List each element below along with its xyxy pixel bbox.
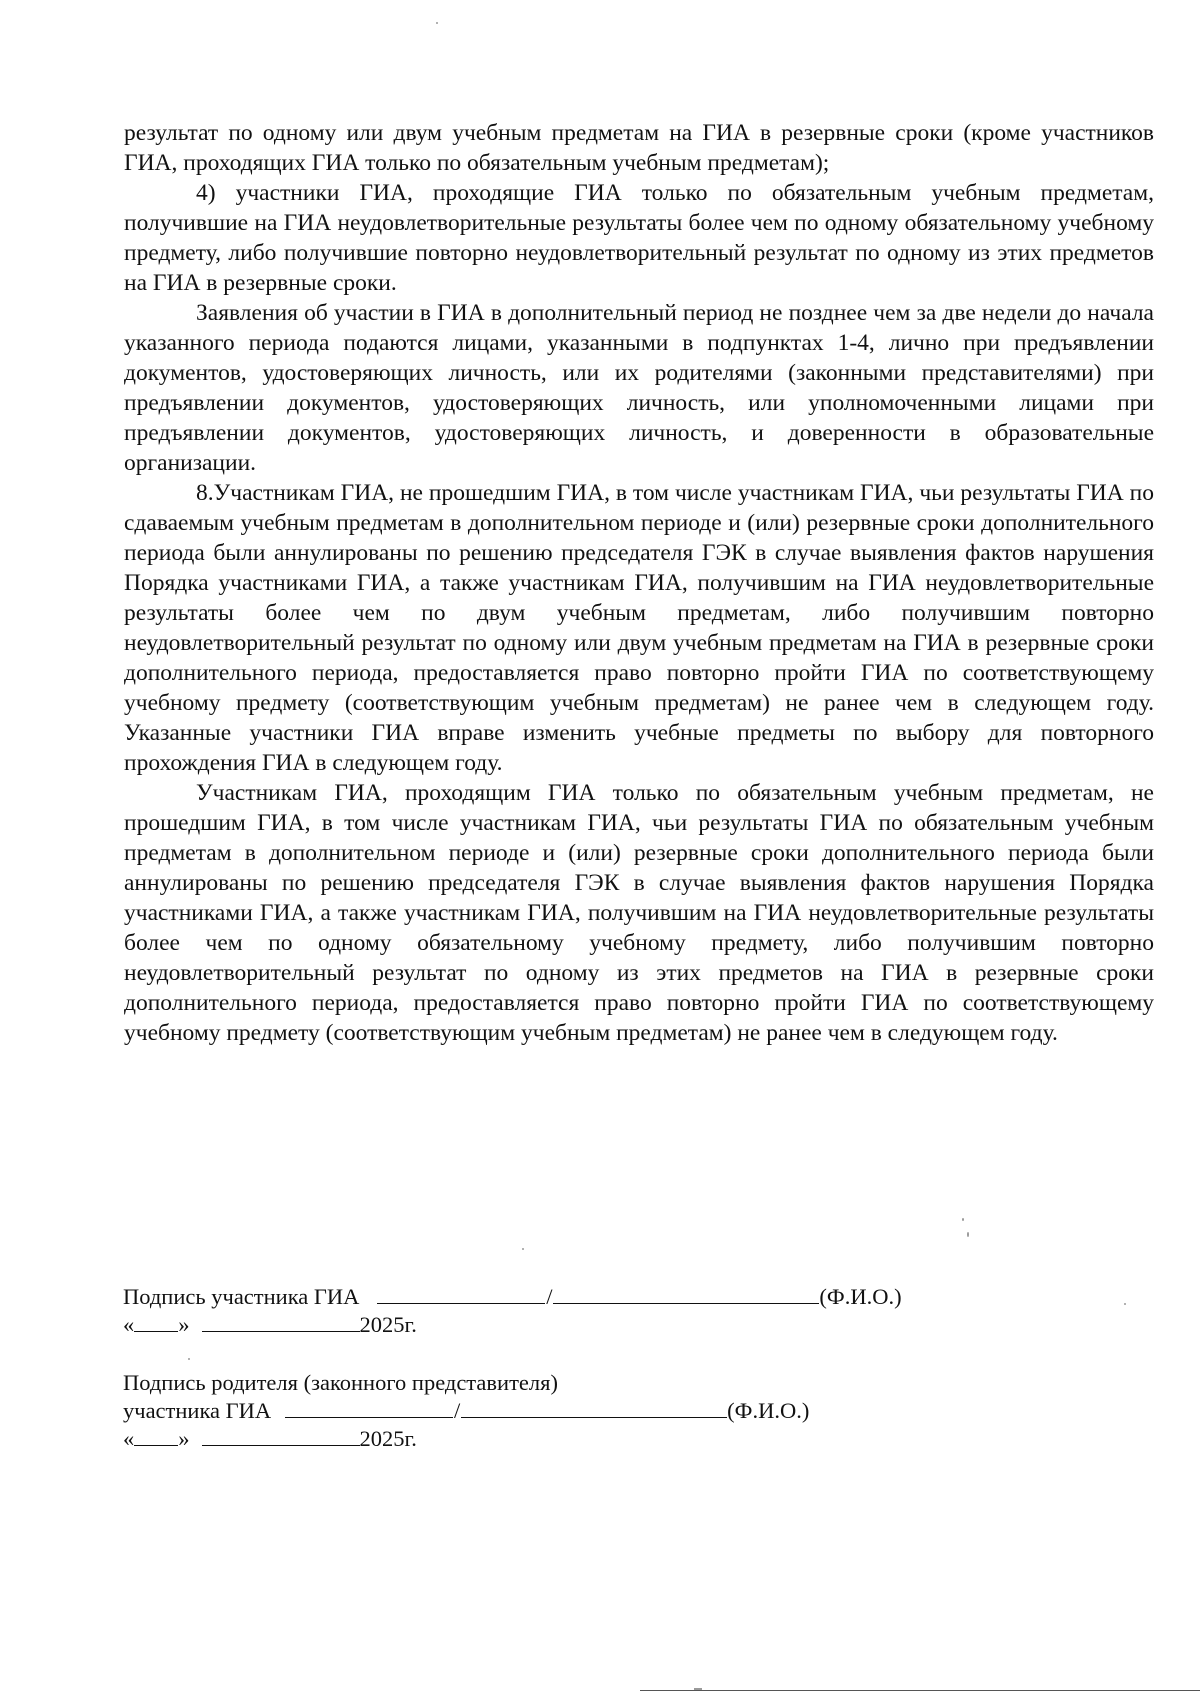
participant-date-open-quote: « xyxy=(123,1312,135,1337)
scan-speck xyxy=(522,1248,524,1250)
paragraph-item-4: 4) участники ГИА, проходящие ГИА только по обязательным учебным предметам, получившие на ГИА неудовлетворительные результаты более чем по одному обязательному учебному предмету, либо получившие повторно неудовлетворительный результат по одному из этих предметов на ГИА в резервные сроки. xyxy=(124,180,1154,296)
parent-fio-label: (Ф.И.О.) xyxy=(727,1398,810,1423)
parent-name-line[interactable] xyxy=(461,1397,727,1418)
scan-speck xyxy=(436,22,438,24)
parent-date-open-quote: « xyxy=(123,1426,135,1451)
parent-date-close-quote: » xyxy=(178,1426,190,1451)
participant-signature-line[interactable] xyxy=(377,1283,545,1304)
parent-signature-line[interactable] xyxy=(285,1397,453,1418)
scan-speck xyxy=(188,1358,190,1360)
participant-month-line[interactable] xyxy=(202,1311,360,1332)
parent-day-line[interactable] xyxy=(134,1425,178,1446)
paragraph-continuation: результат по одному или двум учебным предметам на ГИА в резервные сроки (кроме участников ГИА, проходящих ГИА только по обязательным учебным предметам); xyxy=(124,120,1154,176)
parent-year: 2025г. xyxy=(359,1426,417,1451)
scan-speck xyxy=(1124,1303,1126,1305)
paragraph-item-8: 8.Участникам ГИА, не прошедшим ГИА, в том числе участникам ГИА, чьи результаты ГИА по сдаваемым учебным предметам в дополнительном периоде и (или) резервные сроки дополнительного периода были аннулированы по решению председателя ГЭК в случае выявления фактов нарушения Порядка участниками ГИА, а также участникам ГИА, получившим на ГИА неудовлетворительные результаты более чем по двум учебным предметам, либо получившим повторно неудовлетворительный результат по одному или двум учебным предметам на ГИА в резервные сроки дополнительного периода, предоставляется право повторно пройти ГИА по соответствующему учебному предмету (соответствующим учебным предметам) не ранее чем в следующем году. Указанные участники ГИА вправе изменить учебные предметы по выбору для повторного прохождения ГИА в следующем году. xyxy=(124,480,1154,776)
participant-signature-block xyxy=(123,1283,902,1339)
participant-year: 2025г. xyxy=(359,1312,417,1337)
participant-signature-row xyxy=(123,1283,902,1311)
participant-name-line[interactable] xyxy=(553,1283,819,1304)
page-bottom-edge xyxy=(640,1690,1200,1691)
parent-signature-block xyxy=(123,1369,809,1453)
participant-date-row xyxy=(123,1311,902,1339)
parent-signature-label: Подпись родителя (законного представителя) xyxy=(123,1370,558,1395)
participant-signature-label: Подпись участника ГИА xyxy=(123,1284,360,1309)
parent-date-row xyxy=(123,1425,809,1453)
participant-signature-slash: / xyxy=(546,1284,553,1309)
participant-fio-label: (Ф.И.О.) xyxy=(819,1284,902,1309)
paragraph-mandatory-subjects: Участникам ГИА, проходящим ГИА только по обязательным учебным предметам, не прошедшим ГИА, в том числе участникам ГИА, чьи результаты ГИА по обязательным учебным предметам в дополнительном периоде и (или) резервные сроки дополнительного периода были аннулированы по решению председателя ГЭК в случае выявления фактов нарушения Порядка участниками ГИА, а также участникам ГИА, получившим на ГИА неудовлетворительные результаты более чем по одному обязательному учебному предмету, либо получившим повторно неудовлетворительный результат по одному из этих предметов на ГИА в резервные сроки дополнительного периода, предоставляется право повторно пройти ГИА по соответствующему учебному предмету (соответствующим учебным предметам) не ранее чем в следующем году. xyxy=(124,780,1154,1046)
parent-month-line[interactable] xyxy=(202,1425,360,1446)
parent-participant-label: участника ГИА xyxy=(123,1398,272,1423)
document-body xyxy=(124,118,1154,1048)
paragraph-applications: Заявления об участии в ГИА в дополнительный период не позднее чем за две недели до начала указанного периода подаются лицами, указанными в подпунктах 1-4, лично при предъявлении документов, удостоверяющих личность, или их родителями (законными представителями) при предъявлении документов, удостоверяющих личность, или уполномоченными лицами при предъявлении документов, удостоверяющих личность, и доверенности в образовательные организации. xyxy=(124,300,1154,476)
participant-day-line[interactable] xyxy=(134,1311,178,1332)
parent-label-row xyxy=(123,1369,809,1397)
scan-speck xyxy=(962,1218,964,1221)
scan-speck xyxy=(967,1232,969,1237)
participant-date-close-quote: » xyxy=(178,1312,190,1337)
parent-signature-row xyxy=(123,1397,809,1425)
parent-signature-slash: / xyxy=(454,1398,461,1423)
